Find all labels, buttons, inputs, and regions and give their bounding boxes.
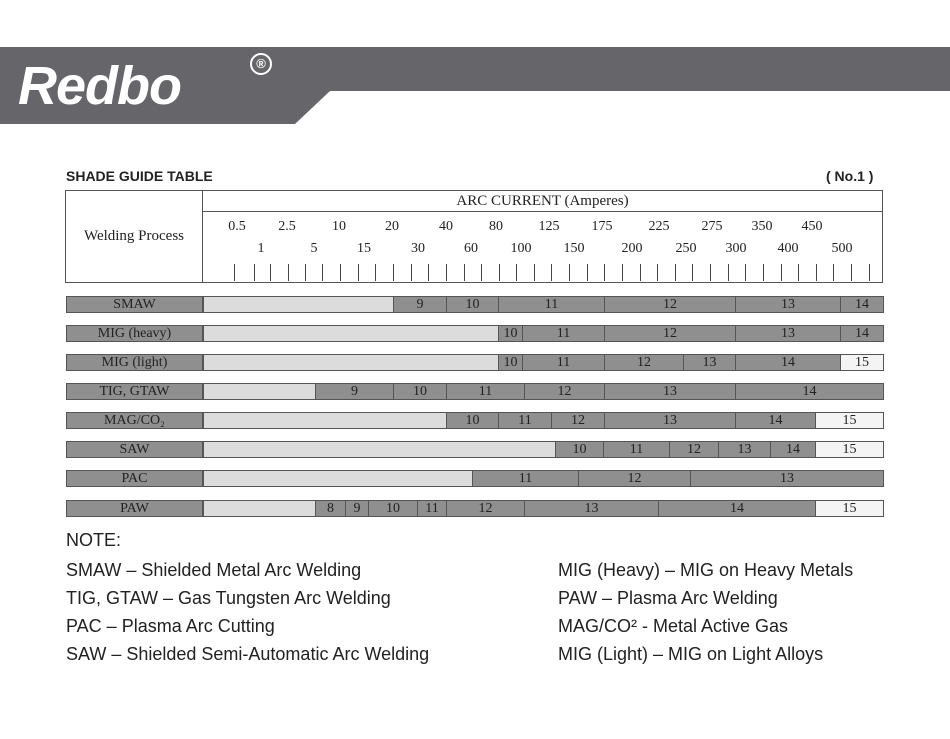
shade-number-cell: 12 xyxy=(578,470,691,487)
shade-number-cell: 12 xyxy=(604,296,736,313)
shade-number-cell: 11 xyxy=(498,412,552,429)
shade-number-cell: 13 xyxy=(690,470,884,487)
shade-number-cell: 14 xyxy=(840,325,884,342)
tick-mark xyxy=(798,264,799,281)
row-label: MIG (light) xyxy=(66,354,203,371)
tick-mark xyxy=(428,264,429,281)
shade-number-cell: 10 xyxy=(446,412,499,429)
row-label: MIG (heavy) xyxy=(66,325,203,342)
no-shade-cell xyxy=(203,500,316,517)
no-shade-cell xyxy=(203,354,499,371)
tick-mark xyxy=(675,264,676,281)
note-left: SMAW – Shielded Metal Arc Welding xyxy=(66,560,362,580)
shade-number-cell: 12 xyxy=(524,383,605,400)
shade-number-cell: 10 xyxy=(446,296,499,313)
shade-number-cell: 15 xyxy=(815,441,884,458)
tick-mark xyxy=(234,264,235,281)
shade-number-cell: 13 xyxy=(735,325,841,342)
tick-mark xyxy=(781,264,782,281)
tick-mark xyxy=(358,264,359,281)
shade-number-cell: 12 xyxy=(604,354,684,371)
shade-number-cell: 15 xyxy=(815,500,884,517)
row-label: SAW xyxy=(66,441,203,458)
shade-number-cell: 15 xyxy=(815,412,884,429)
tick-label-bottom: 500 xyxy=(831,241,853,256)
shade-number-cell: 9 xyxy=(315,383,394,400)
tick-mark xyxy=(851,264,852,281)
shade-number-cell: 12 xyxy=(551,412,605,429)
no-shade-cell xyxy=(203,383,316,400)
shade-number-cell: 12 xyxy=(669,441,719,458)
tick-mark xyxy=(816,264,817,281)
note-left: SAW – Shielded Semi-Automatic Arc Welding xyxy=(66,644,430,664)
tick-label-bottom: 5 xyxy=(310,241,318,256)
shade-number-cell: 11 xyxy=(498,296,605,313)
tick-mark xyxy=(640,264,641,281)
tick-mark xyxy=(446,264,447,281)
tick-label-bottom: 1 xyxy=(257,241,265,256)
tick-label-top: 2.5 xyxy=(278,219,296,234)
tick-mark xyxy=(728,264,729,281)
shade-number-cell: 8 xyxy=(315,500,346,517)
no-shade-cell xyxy=(203,441,556,458)
tick-mark xyxy=(869,264,870,281)
tick-mark xyxy=(692,264,693,281)
tick-label-top: 450 xyxy=(801,219,823,234)
shade-number-cell: 9 xyxy=(345,500,369,517)
tick-label-bottom: 250 xyxy=(675,241,697,256)
note-left: PAC – Plasma Arc Cutting xyxy=(66,616,275,636)
brand-logo: Redbo xyxy=(18,56,181,116)
tick-mark xyxy=(763,264,764,281)
tick-label-top: 175 xyxy=(591,219,613,234)
tick-label-top: 40 xyxy=(439,219,453,234)
no-shade-cell xyxy=(203,296,394,313)
shade-number-cell: 13 xyxy=(718,441,771,458)
tick-mark xyxy=(622,264,623,281)
table-title: SHADE GUIDE TABLE xyxy=(66,168,213,184)
tick-mark xyxy=(569,264,570,281)
shade-number-cell: 13 xyxy=(524,500,659,517)
tick-label-bottom: 15 xyxy=(357,241,371,256)
tick-label-top: 0.5 xyxy=(228,219,246,234)
shade-number-cell: 13 xyxy=(735,296,841,313)
row-label: TIG, GTAW xyxy=(66,383,203,400)
tick-label-bottom: 60 xyxy=(464,241,478,256)
note-right: MIG (Light) – MIG on Light Alloys xyxy=(558,644,824,664)
shade-number-cell: 9 xyxy=(393,296,447,313)
row-label: PAW xyxy=(66,500,203,517)
welding-process-header: Welding Process xyxy=(66,191,203,282)
shade-number-cell: 15 xyxy=(840,354,884,371)
note-right: MAG/CO² - Metal Active Gas xyxy=(558,616,789,636)
note-right: MIG (Heavy) – MIG on Heavy Metals xyxy=(558,560,854,580)
shade-number-cell: 11 xyxy=(446,383,525,400)
tick-mark xyxy=(516,264,517,281)
notes-heading: NOTE: xyxy=(66,530,122,550)
tick-mark xyxy=(481,264,482,281)
shade-number-cell: 14 xyxy=(735,354,841,371)
tick-mark xyxy=(288,264,289,281)
tick-label-top: 20 xyxy=(385,219,399,234)
shade-number-cell: 13 xyxy=(604,383,736,400)
tick-mark xyxy=(833,264,834,281)
tick-label-top: 350 xyxy=(751,219,773,234)
shade-number-cell: 14 xyxy=(770,441,816,458)
tick-label-top: 10 xyxy=(332,219,346,234)
shade-number-cell: 12 xyxy=(604,325,736,342)
shade-number-cell: 10 xyxy=(498,354,523,371)
tick-mark xyxy=(375,264,376,281)
tick-label-bottom: 300 xyxy=(725,241,747,256)
shade-number-cell: 11 xyxy=(603,441,670,458)
shade-number-cell: 10 xyxy=(555,441,604,458)
tick-mark xyxy=(305,264,306,281)
tick-mark xyxy=(499,264,500,281)
shade-number-cell: 11 xyxy=(472,470,579,487)
tick-mark xyxy=(587,264,588,281)
note-right: PAW – Plasma Arc Welding xyxy=(558,588,778,608)
tick-label-bottom: 100 xyxy=(510,241,532,256)
tick-label-bottom: 30 xyxy=(411,241,425,256)
tick-mark xyxy=(551,264,552,281)
tick-mark xyxy=(745,264,746,281)
tick-label-bottom: 200 xyxy=(621,241,643,256)
no-shade-cell xyxy=(203,470,473,487)
note-left: TIG, GTAW – Gas Tungsten Arc Welding xyxy=(66,588,391,608)
tick-mark xyxy=(322,264,323,281)
shade-number-cell: 14 xyxy=(840,296,884,313)
row-label: PAC xyxy=(66,470,203,487)
arc-current-header: ARC CURRENT (Amperes) xyxy=(203,191,882,212)
tick-mark xyxy=(604,264,605,281)
row-label: SMAW xyxy=(66,296,203,313)
tick-label-top: 225 xyxy=(648,219,670,234)
shade-number-cell: 14 xyxy=(735,412,816,429)
tick-label-top: 125 xyxy=(538,219,560,234)
tick-label-bottom: 400 xyxy=(777,241,799,256)
shade-number-cell: 11 xyxy=(522,354,605,371)
shade-number-cell: 11 xyxy=(522,325,605,342)
shade-number-cell: 14 xyxy=(658,500,816,517)
shade-number-cell: 13 xyxy=(604,412,736,429)
tick-mark xyxy=(393,264,394,281)
tick-label-top: 80 xyxy=(489,219,503,234)
tick-mark xyxy=(464,264,465,281)
shade-number-cell: 10 xyxy=(368,500,418,517)
row-label: MAG/CO₂ xyxy=(66,412,203,429)
tick-mark xyxy=(411,264,412,281)
tick-mark xyxy=(270,264,271,281)
shade-number-cell: 13 xyxy=(683,354,736,371)
tick-label-bottom: 150 xyxy=(563,241,585,256)
tick-mark xyxy=(534,264,535,281)
registered-mark-icon: ® xyxy=(250,53,272,75)
tick-mark xyxy=(340,264,341,281)
shade-number-cell: 11 xyxy=(417,500,447,517)
tick-mark xyxy=(254,264,255,281)
shade-number-cell: 14 xyxy=(735,383,884,400)
no-shade-cell xyxy=(203,412,447,429)
shade-number-cell: 10 xyxy=(393,383,447,400)
tick-label-top: 275 xyxy=(701,219,723,234)
tick-mark xyxy=(657,264,658,281)
shade-number-cell: 10 xyxy=(498,325,523,342)
shade-number-cell: 12 xyxy=(446,500,525,517)
no-shade-cell xyxy=(203,325,499,342)
tick-mark xyxy=(710,264,711,281)
table-number: ( No.1 ) xyxy=(826,168,874,184)
